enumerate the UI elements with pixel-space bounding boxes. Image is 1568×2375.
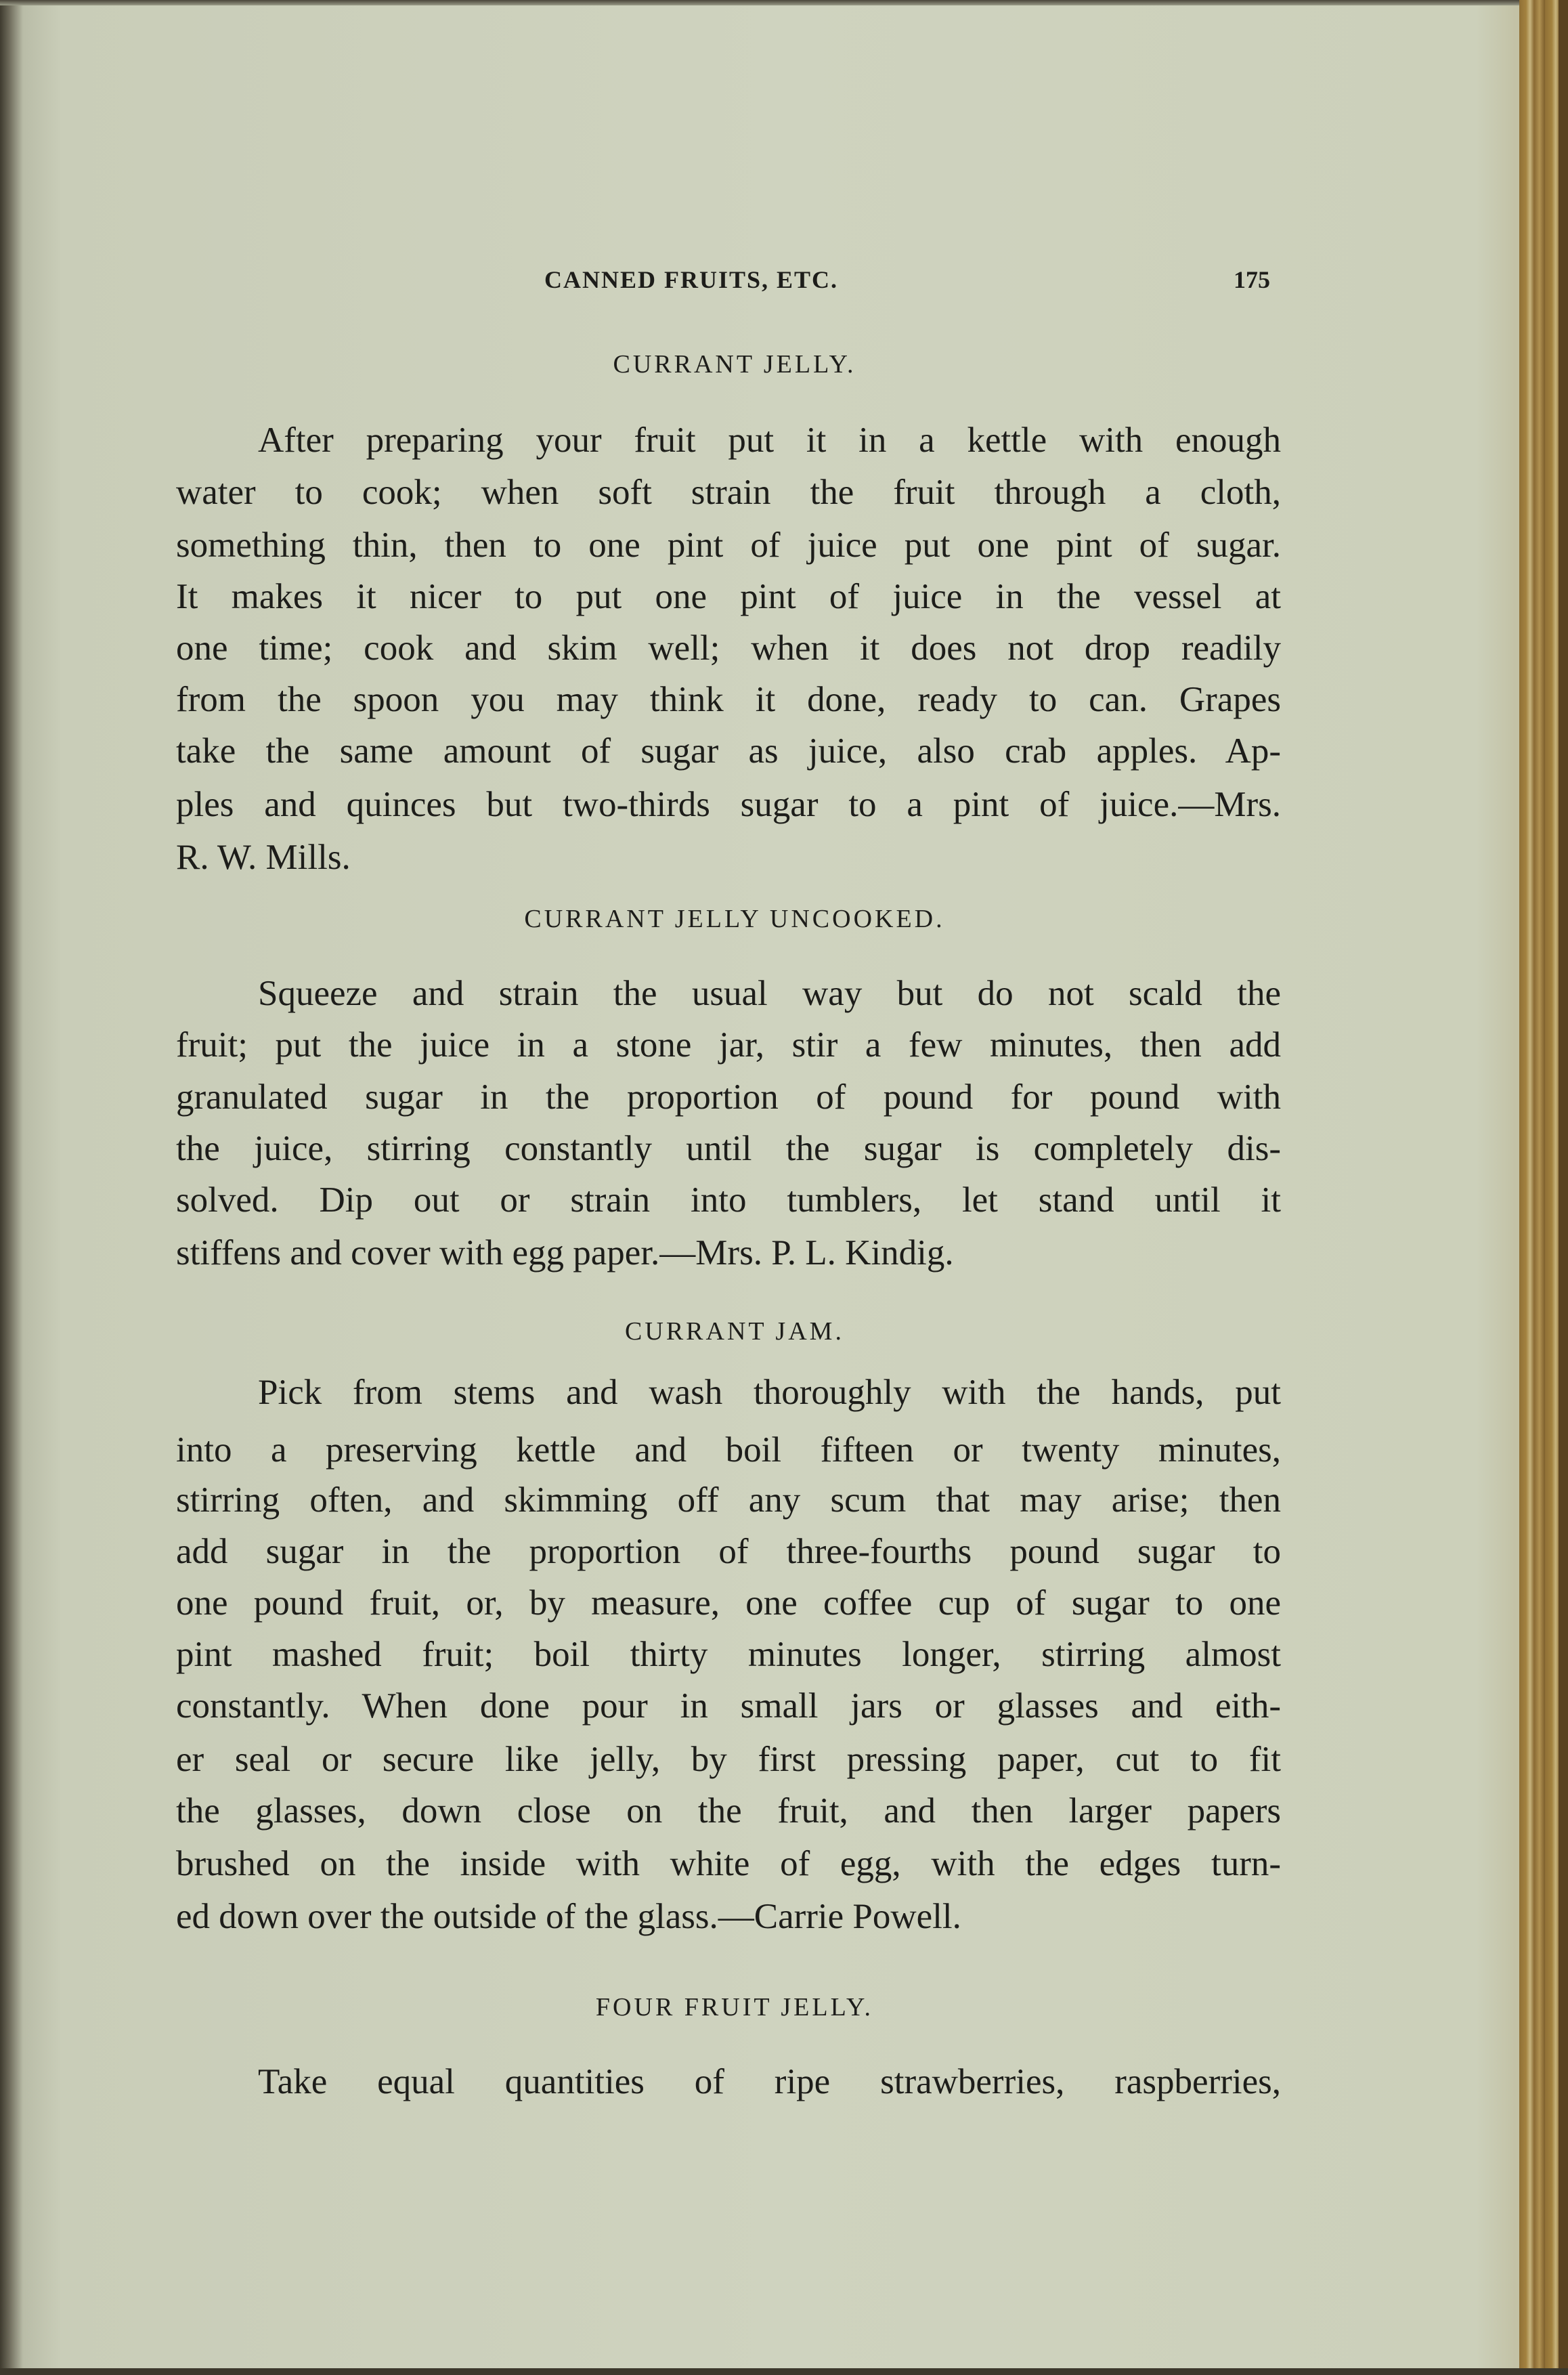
section-heading: CURRANT JELLY.	[613, 349, 856, 379]
text-line: brushed on the inside with white of egg, with the edges turn-	[176, 1843, 1281, 1883]
text-line: After preparing your fruit put it in a kettle with enough	[258, 421, 1281, 461]
text-line: pint mashed fruit; boil thirty minutes longer, stirring almost	[176, 1635, 1281, 1675]
text-line: stirring often, and skimming off any scum that may arise; then	[176, 1480, 1281, 1520]
section-heading: FOUR FRUIT JELLY.	[595, 1992, 874, 2021]
text-line: one pound fruit, or, by measure, one coffee cup of sugar to one	[176, 1583, 1281, 1623]
text-line: water to cook; when soft strain the fruit through a cloth,	[176, 472, 1281, 512]
text-line: into a preserving kettle and boil fifteen or twenty minutes,	[176, 1430, 1281, 1470]
section-heading: CURRANT JELLY UNCOOKED.	[524, 904, 945, 933]
text-line: add sugar in the proportion of three-fourths pound sugar to	[176, 1531, 1281, 1571]
page-bottom-edge	[0, 2368, 1568, 2375]
text-line: fruit; put the juice in a stone jar, stir a few minutes, then add	[176, 1025, 1281, 1065]
text-line: solved. Dip out or strain into tumblers, let stand until it	[176, 1180, 1281, 1220]
text-line: Take equal quantities of ripe strawberries, raspberries,	[258, 2062, 1281, 2102]
text-line: Squeeze and strain the usual way but do not scald the	[258, 974, 1281, 1014]
text-line: the juice, stirring constantly until the sugar is completely dis-	[176, 1128, 1281, 1168]
text-line: one time; cook and skim well; when it does not drop readily	[176, 628, 1281, 668]
text-line: Pick from stems and wash thoroughly with the hands, put	[258, 1372, 1281, 1412]
book-binding-edge	[1519, 0, 1568, 2375]
text-line: something thin, then to one pint of juice put one pint of sugar.	[176, 525, 1281, 565]
text-line: er seal or secure like jelly, by first pressing paper, cut to fit	[176, 1739, 1281, 1779]
text-line: It makes it nicer to put one pint of juice in the vessel at	[176, 577, 1281, 616]
text-line: ed down over the outside of the glass.—Carrie Powell.	[176, 1897, 961, 1937]
section-heading: CURRANT JAM.	[625, 1317, 844, 1346]
text-line: take the same amount of sugar as juice, also crab apples. Ap-	[176, 731, 1281, 771]
text-line: the glasses, down close on the fruit, and then larger papers	[176, 1791, 1281, 1831]
text-line: R. W. Mills.	[176, 837, 351, 877]
text-line: constantly. When done pour in small jars or glasses and eith-	[176, 1686, 1281, 1726]
running-head: CANNED FRUITS, ETC.	[544, 266, 839, 293]
text-line: from the spoon you may think it done, ready to can. Grapes	[176, 680, 1281, 720]
text-line: stiffens and cover with egg paper.—Mrs. P. L. Kindig.	[176, 1233, 954, 1273]
page-number: 175	[1234, 266, 1270, 293]
text-line: ples and quinces but two-thirds sugar to a pint of juice.—Mrs.	[176, 784, 1281, 824]
text-line: granulated sugar in the proportion of pound for pound with	[176, 1077, 1281, 1117]
page-top-edge	[0, 0, 1568, 5]
